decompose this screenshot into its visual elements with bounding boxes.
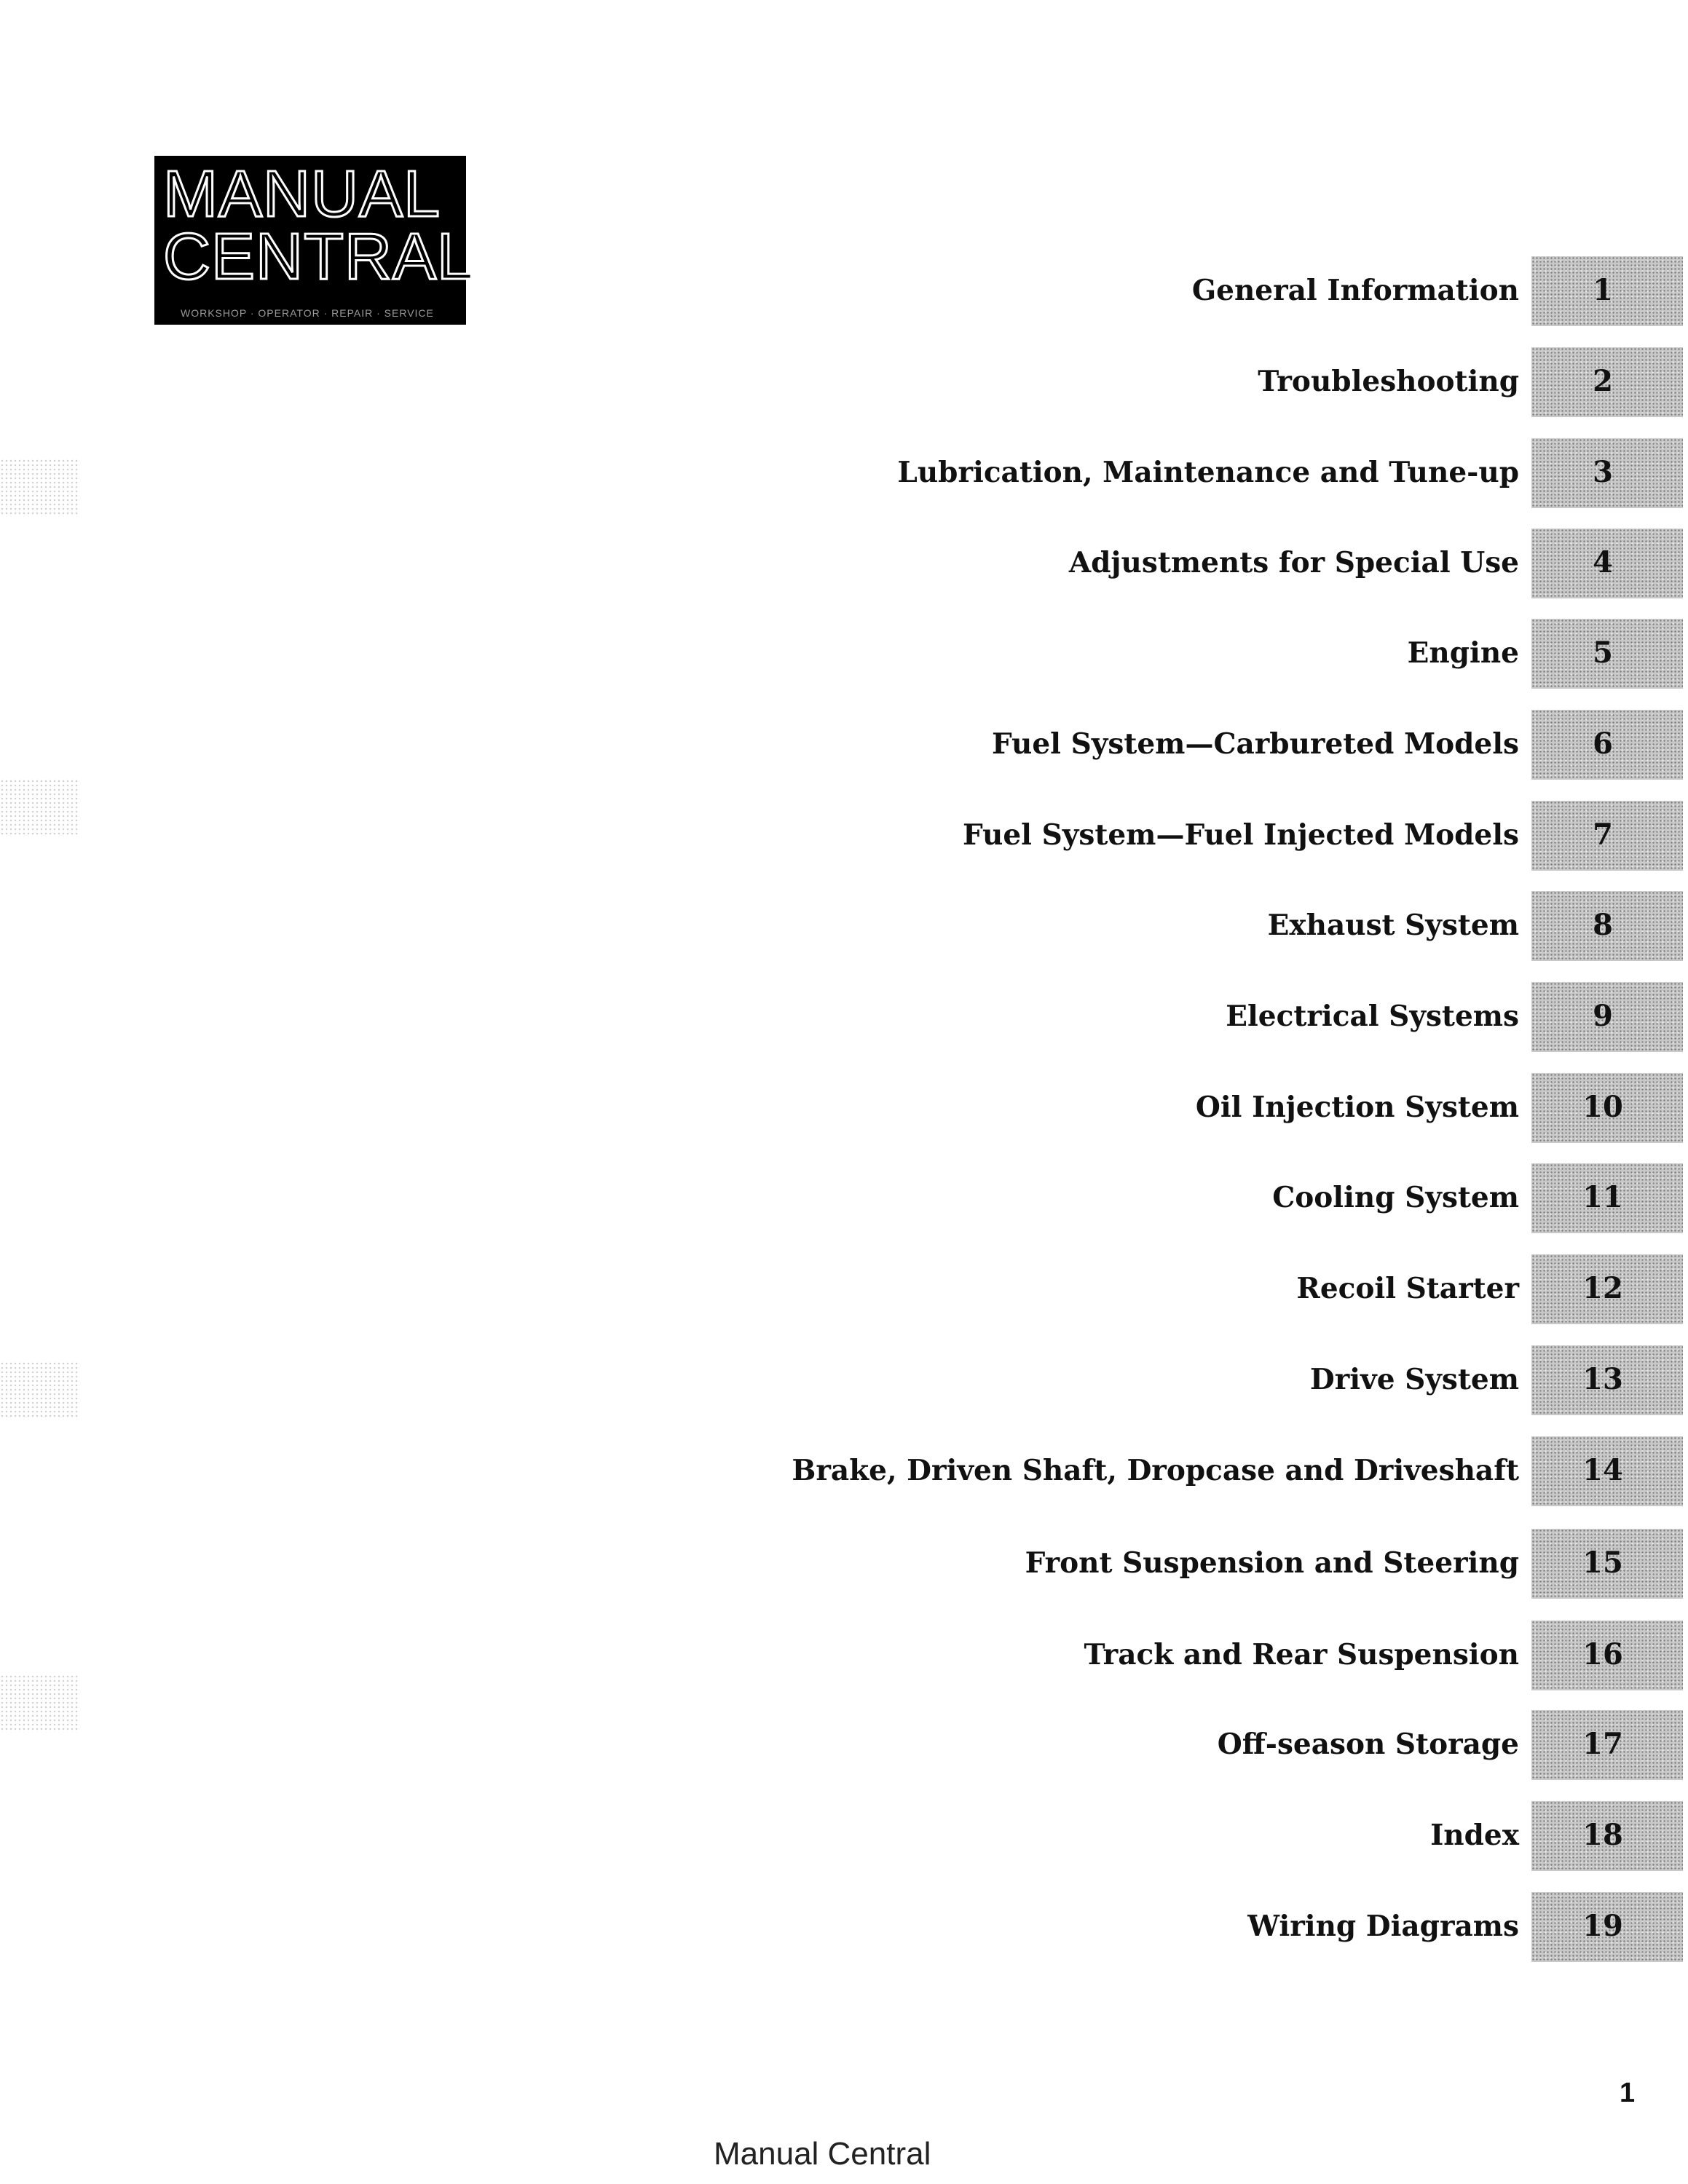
section-number: 15 (1582, 1546, 1623, 1580)
section-tab[interactable] (1531, 529, 1683, 598)
section-number: 8 (1593, 908, 1613, 942)
section-number: 3 (1593, 455, 1613, 489)
toc-entry-title: Index (1430, 1819, 1519, 1852)
section-number: 6 (1593, 727, 1613, 761)
toc-entry-title: General Information (1191, 274, 1519, 307)
toc-entry[interactable] (0, 1254, 1688, 1326)
section-number: 19 (1582, 1909, 1623, 1943)
section-tab[interactable] (1531, 1892, 1683, 1962)
toc-entry-title: Lubrication, Maintenance and Tune-up (897, 456, 1519, 489)
toc-entry-title: Drive System (1309, 1363, 1519, 1396)
toc-entry-title: Fuel System—Fuel Injected Models (963, 818, 1519, 852)
toc-entry-title: Electrical Systems (1226, 1000, 1519, 1033)
toc-entry[interactable] (0, 801, 1688, 872)
toc-entry[interactable] (0, 710, 1688, 781)
section-number: 9 (1593, 999, 1613, 1033)
section-number: 17 (1582, 1727, 1623, 1761)
section-number: 12 (1582, 1271, 1623, 1305)
section-tab[interactable] (1531, 438, 1683, 508)
section-number: 14 (1582, 1453, 1623, 1487)
toc-entry[interactable] (0, 347, 1688, 419)
section-number: 18 (1582, 1818, 1623, 1852)
toc-entry-title: Engine (1407, 636, 1519, 670)
section-tab[interactable] (1531, 256, 1683, 326)
section-number: 5 (1593, 636, 1613, 670)
section-number: 13 (1582, 1362, 1623, 1396)
toc-entry[interactable] (0, 982, 1688, 1053)
toc-entry[interactable] (0, 438, 1688, 510)
toc-entry[interactable] (0, 529, 1688, 600)
toc-entry[interactable] (0, 1436, 1688, 1508)
section-tab[interactable] (1531, 1254, 1683, 1324)
section-tab[interactable] (1531, 1345, 1683, 1415)
toc-entry[interactable] (0, 1073, 1688, 1144)
section-tab[interactable] (1531, 801, 1683, 871)
section-number: 7 (1593, 818, 1613, 852)
section-tab[interactable] (1531, 1529, 1683, 1599)
toc-entry-title: Fuel System—Carbureted Models (992, 727, 1519, 761)
section-number: 11 (1582, 1180, 1623, 1214)
section-number: 4 (1593, 545, 1613, 579)
logo-line-1: MANUAL (163, 158, 441, 231)
section-number: 16 (1582, 1637, 1623, 1671)
section-tab[interactable] (1531, 1801, 1683, 1871)
toc-entry[interactable] (0, 1621, 1688, 1692)
toc-entry-title: Cooling System (1272, 1181, 1519, 1214)
toc-entry-title: Wiring Diagrams (1247, 1910, 1519, 1943)
toc-entry-title: Recoil Starter (1296, 1272, 1519, 1305)
toc-entry[interactable] (0, 1801, 1688, 1872)
section-tab[interactable] (1531, 619, 1683, 689)
section-tab[interactable] (1531, 1073, 1683, 1143)
toc-entry[interactable] (0, 1345, 1688, 1417)
toc-entry[interactable] (0, 256, 1688, 328)
footer-text: Manual Central (714, 2136, 931, 2172)
toc-entry-title: Adjustments for Special Use (1068, 546, 1519, 579)
section-tab[interactable] (1531, 710, 1683, 780)
toc-entry-title: Troubleshooting (1258, 365, 1519, 398)
toc-entry-title: Front Suspension and Steering (1025, 1546, 1519, 1580)
page-number: 1 (1620, 2078, 1636, 2108)
toc-entry[interactable] (0, 1529, 1688, 1600)
toc-entry[interactable] (0, 1892, 1688, 1963)
toc-entry-title: Track and Rear Suspension (1084, 1638, 1519, 1671)
toc-entry[interactable] (0, 891, 1688, 962)
toc-entry-title: Brake, Driven Shaft, Dropcase and Driveshaft (792, 1454, 1519, 1487)
section-number: 10 (1582, 1090, 1623, 1124)
section-tab[interactable] (1531, 891, 1683, 961)
toc-entry-title: Exhaust System (1267, 909, 1519, 942)
toc-entry-title: Oil Injection System (1195, 1091, 1519, 1124)
section-tab[interactable] (1531, 982, 1683, 1052)
toc-entry-title: Off-season Storage (1217, 1728, 1519, 1761)
toc-entry[interactable] (0, 1163, 1688, 1235)
toc-entry[interactable] (0, 1710, 1688, 1781)
logo-line-2: CENTRAL (163, 221, 475, 293)
toc-entry[interactable] (0, 619, 1688, 690)
section-number: 2 (1593, 364, 1613, 398)
section-number: 1 (1593, 273, 1613, 307)
section-tab[interactable] (1531, 1436, 1683, 1506)
section-tab[interactable] (1531, 347, 1683, 417)
section-tab[interactable] (1531, 1710, 1683, 1780)
logo-tagline: WORKSHOP · OPERATOR · REPAIR · SERVICE (181, 307, 434, 319)
section-tab[interactable] (1531, 1621, 1683, 1690)
section-tab[interactable] (1531, 1163, 1683, 1233)
